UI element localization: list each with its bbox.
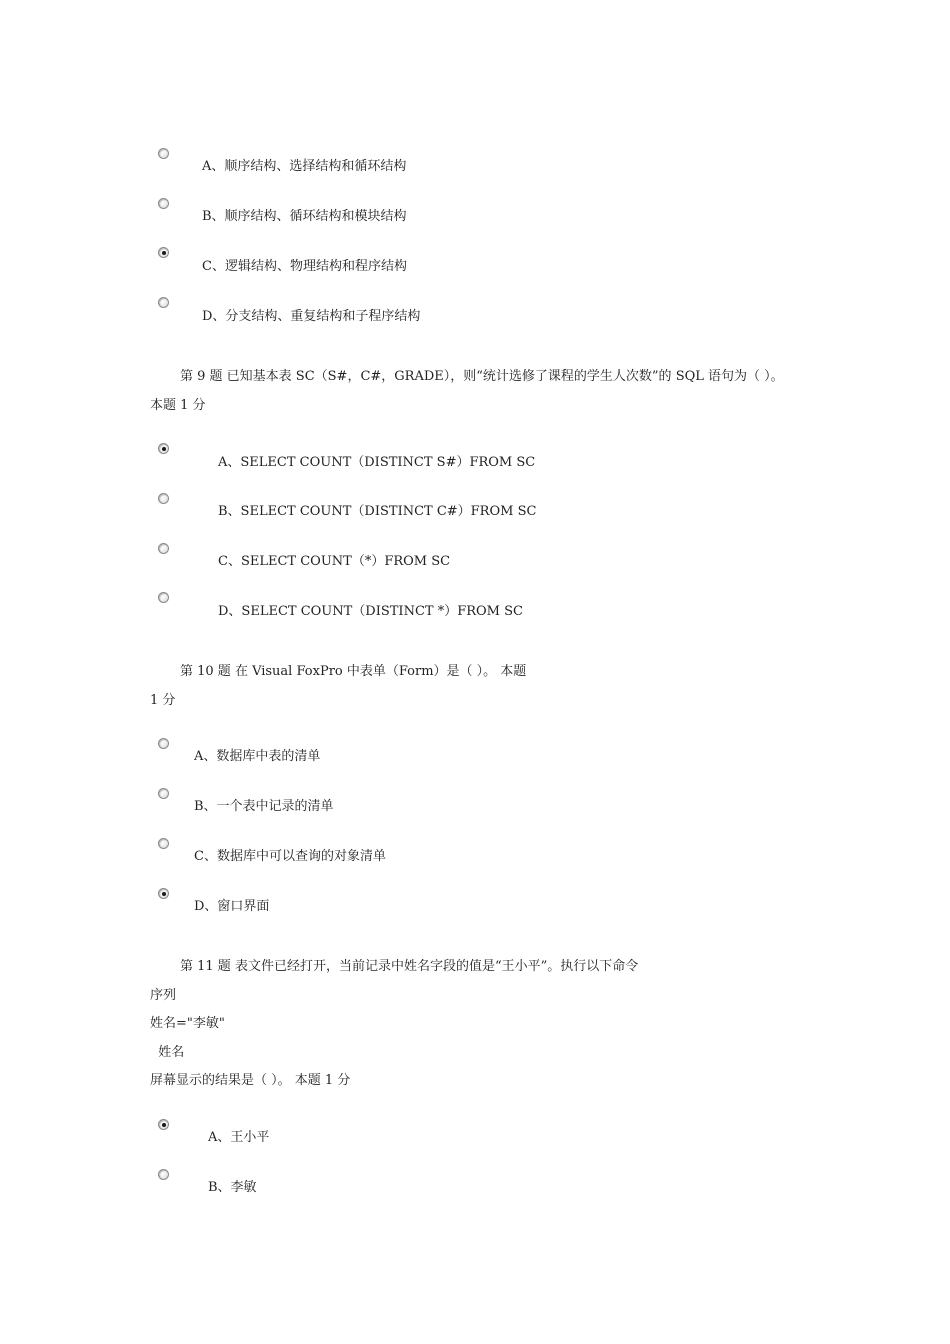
q9-option-a: A、SELECT COUNT（DISTINCT S#）FROM SC [218, 455, 536, 470]
q10-radio-c[interactable] [158, 838, 169, 849]
q11-prompt-text: 屏幕显示的结果是（ ）。 本题 1 分 [150, 1073, 351, 1088]
q10-option-c: C、数据库中可以查询的对象清单 [194, 849, 386, 864]
q11-command-line1: 姓名="李敏" [150, 1016, 225, 1031]
q9-option-c: C、SELECT COUNT（*）FROM SC [218, 554, 451, 569]
q8-radio-d[interactable] [158, 297, 169, 308]
q11-command-line2: 姓名 [150, 1045, 185, 1060]
q10-option-b: B、一个表中记录的清单 [194, 799, 334, 814]
q10-radio-b[interactable] [158, 788, 169, 799]
q9-question-text: 第 9 题 已知基本表 SC（S#，C#，GRADE），则“统计选修了课程的学生人次数”的 SQL 语句为（ ）。 [180, 369, 784, 384]
q8-option-c: C、逻辑结构、物理结构和程序结构 [202, 259, 407, 274]
q11-question-text: 第 11 题 表文件已经打开，当前记录中姓名字段的值是“王小平”。执行以下命令 [180, 959, 639, 974]
q10-question-text: 第 10 题 在 Visual FoxPro 中表单（Form）是（ ）。 本题 [180, 664, 527, 679]
q8-radio-a[interactable] [158, 148, 169, 159]
q9-score-text: 本题 1 分 [150, 398, 206, 413]
q11-question-line2: 序列 [150, 988, 177, 1003]
q11-radio-a[interactable] [158, 1119, 169, 1130]
q9-radio-a[interactable] [158, 443, 169, 454]
q9-radio-d[interactable] [158, 592, 169, 603]
q8-option-a: A、顺序结构、选择结构和循环结构 [202, 159, 407, 174]
q9-option-d: D、SELECT COUNT（DISTINCT *）FROM SC [218, 604, 523, 619]
q8-option-b: B、顺序结构、循环结构和模块结构 [202, 209, 407, 224]
q11-option-a: A、王小平 [208, 1130, 270, 1145]
q8-radio-c[interactable] [158, 247, 169, 258]
q10-option-d: D、窗口界面 [194, 899, 270, 914]
q9-radio-b[interactable] [158, 493, 169, 504]
q9-radio-c[interactable] [158, 543, 169, 554]
q10-radio-d[interactable] [158, 888, 169, 899]
q8-option-d: D、分支结构、重复结构和子程序结构 [202, 309, 421, 324]
q10-radio-a[interactable] [158, 738, 169, 749]
q11-option-b: B、李敏 [208, 1180, 257, 1195]
q8-radio-b[interactable] [158, 198, 169, 209]
q10-option-a: A、数据库中表的清单 [194, 749, 321, 764]
q9-option-b: B、SELECT COUNT（DISTINCT C#）FROM SC [218, 504, 537, 519]
q10-score-text: 1 分 [150, 693, 176, 708]
q11-radio-b[interactable] [158, 1169, 169, 1180]
